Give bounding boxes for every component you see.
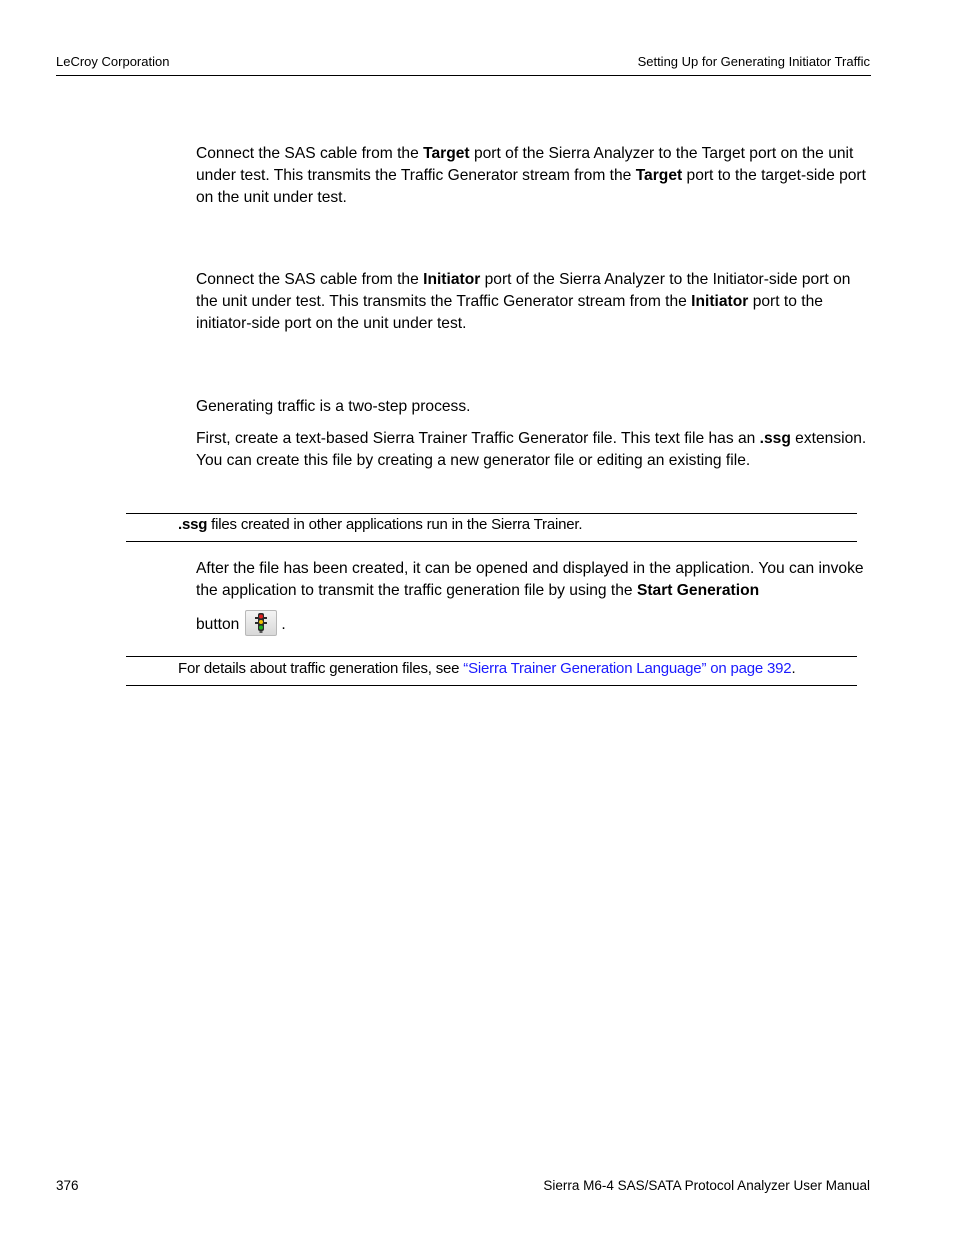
button-line [196, 612, 871, 638]
create-file-paragraph [196, 428, 871, 472]
traffic-light-icon [245, 610, 277, 636]
text-run: port to the initiator-side port on the unit under test. [196, 293, 823, 332]
text-run: Connect the SAS cable from the [196, 271, 424, 288]
header-left: LeCroy Corporation [56, 54, 170, 69]
bold-term: Initiator [691, 293, 749, 310]
text-run: port of the Sierra Analyzer to the Initiator-side port on the unit under test. This transmits the Traffic Generator stream from the [196, 271, 851, 310]
manual-title: Sierra M6-4 SAS/SATA Protocol Analyzer User Manual [543, 1178, 870, 1193]
ssg-note [178, 514, 868, 536]
text-run: For details about traffic generation files, see [178, 660, 464, 677]
text-run: extension. You can create this file by creating a new generator file or editing an existing file. [196, 430, 867, 469]
note-top-rule [126, 656, 857, 657]
bold-term: Start Generation [636, 582, 760, 599]
initiator-port-paragraph [196, 269, 871, 335]
bold-term: Initiator [423, 271, 481, 288]
note-bottom-rule [126, 685, 857, 686]
text-run: button [196, 616, 240, 634]
text-run: Connect the SAS cable from the [196, 145, 424, 162]
generation-files-note [178, 658, 868, 680]
text-run: . [281, 616, 286, 634]
text-run: First, create a text-based Sierra Trainer Traffic Generator file. This text file has an [196, 430, 760, 447]
text-run: port of the Sierra Analyzer to the Target port on the unit under test. This transmits the Traffic Generator stream from the [196, 145, 854, 184]
generation-language-link[interactable]: “Sierra Trainer Generation Language” on page 392 [463, 660, 792, 677]
bold-term: .ssg [178, 516, 208, 533]
text-run: port to the target-side port on the unit under test. [196, 167, 866, 206]
header-right: Setting Up for Generating Initiator Traffic [637, 54, 870, 69]
bold-term: .ssg [759, 430, 791, 447]
header-rule [56, 75, 871, 76]
bold-term: Target [635, 167, 683, 184]
text-run: files created in other applications run in the Sierra Trainer. [207, 516, 583, 533]
text-run: After the file has been created, it can be opened and displayed in the application. You can invoke the application to transmit the traffic generation file by using the [196, 560, 864, 599]
two-step-paragraph: Generating traffic is a two-step process. [196, 398, 471, 415]
note-bottom-rule [126, 541, 857, 542]
text-run: . [791, 660, 796, 677]
start-generation-paragraph [196, 558, 871, 602]
page-number: 376 [56, 1178, 79, 1193]
bold-term: Target [423, 145, 470, 162]
target-port-paragraph [196, 143, 871, 209]
